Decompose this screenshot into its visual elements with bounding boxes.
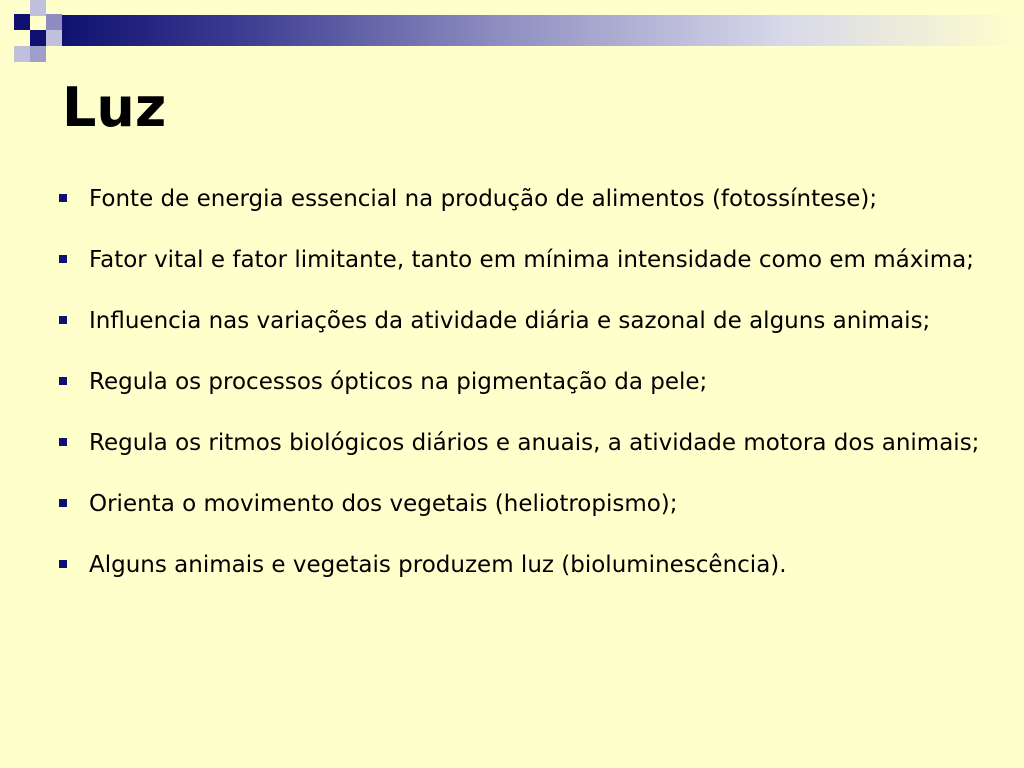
bullet-text: Regula os processos ópticos na pigmentação da pele; xyxy=(89,369,708,395)
square-bullet-icon xyxy=(59,316,67,324)
decorative-square xyxy=(30,46,46,62)
decorative-square xyxy=(14,14,30,30)
bullet-item xyxy=(58,298,986,344)
decorative-square xyxy=(30,30,46,46)
square-bullet-icon xyxy=(59,255,67,263)
decorative-square xyxy=(30,0,46,16)
decorative-square xyxy=(14,46,30,62)
header-gradient-band xyxy=(60,15,1024,46)
square-bullet-icon xyxy=(59,560,67,568)
bullet-text: Fator vital e fator limitante, tanto em mínima intensidade como em máxima; xyxy=(89,247,974,273)
decorative-square xyxy=(46,14,62,30)
bullet-text: Fonte de energia essencial na produção de alimentos (fotossíntese); xyxy=(89,186,878,212)
square-bullet-icon xyxy=(59,194,67,202)
bullet-text: Orienta o movimento dos vegetais (heliotropismo); xyxy=(89,491,678,517)
square-bullet-icon xyxy=(59,377,67,385)
bullet-item xyxy=(58,176,986,222)
bullet-item xyxy=(58,542,986,588)
bullet-item xyxy=(58,481,986,527)
decorative-square xyxy=(46,30,62,46)
slide-title: Luz xyxy=(62,76,167,139)
bullet-text: Regula os ritmos biológicos diários e anuais, a atividade motora dos animais; xyxy=(89,430,980,456)
bullet-item xyxy=(58,359,986,405)
bullet-list xyxy=(58,176,986,603)
bullet-text: Alguns animais e vegetais produzem luz (bioluminescência). xyxy=(89,552,787,578)
square-bullet-icon xyxy=(59,499,67,507)
bullet-item xyxy=(58,237,986,283)
square-bullet-icon xyxy=(59,438,67,446)
bullet-item xyxy=(58,420,986,466)
bullet-text: Influencia nas variações da atividade diária e sazonal de alguns animais; xyxy=(89,308,931,334)
